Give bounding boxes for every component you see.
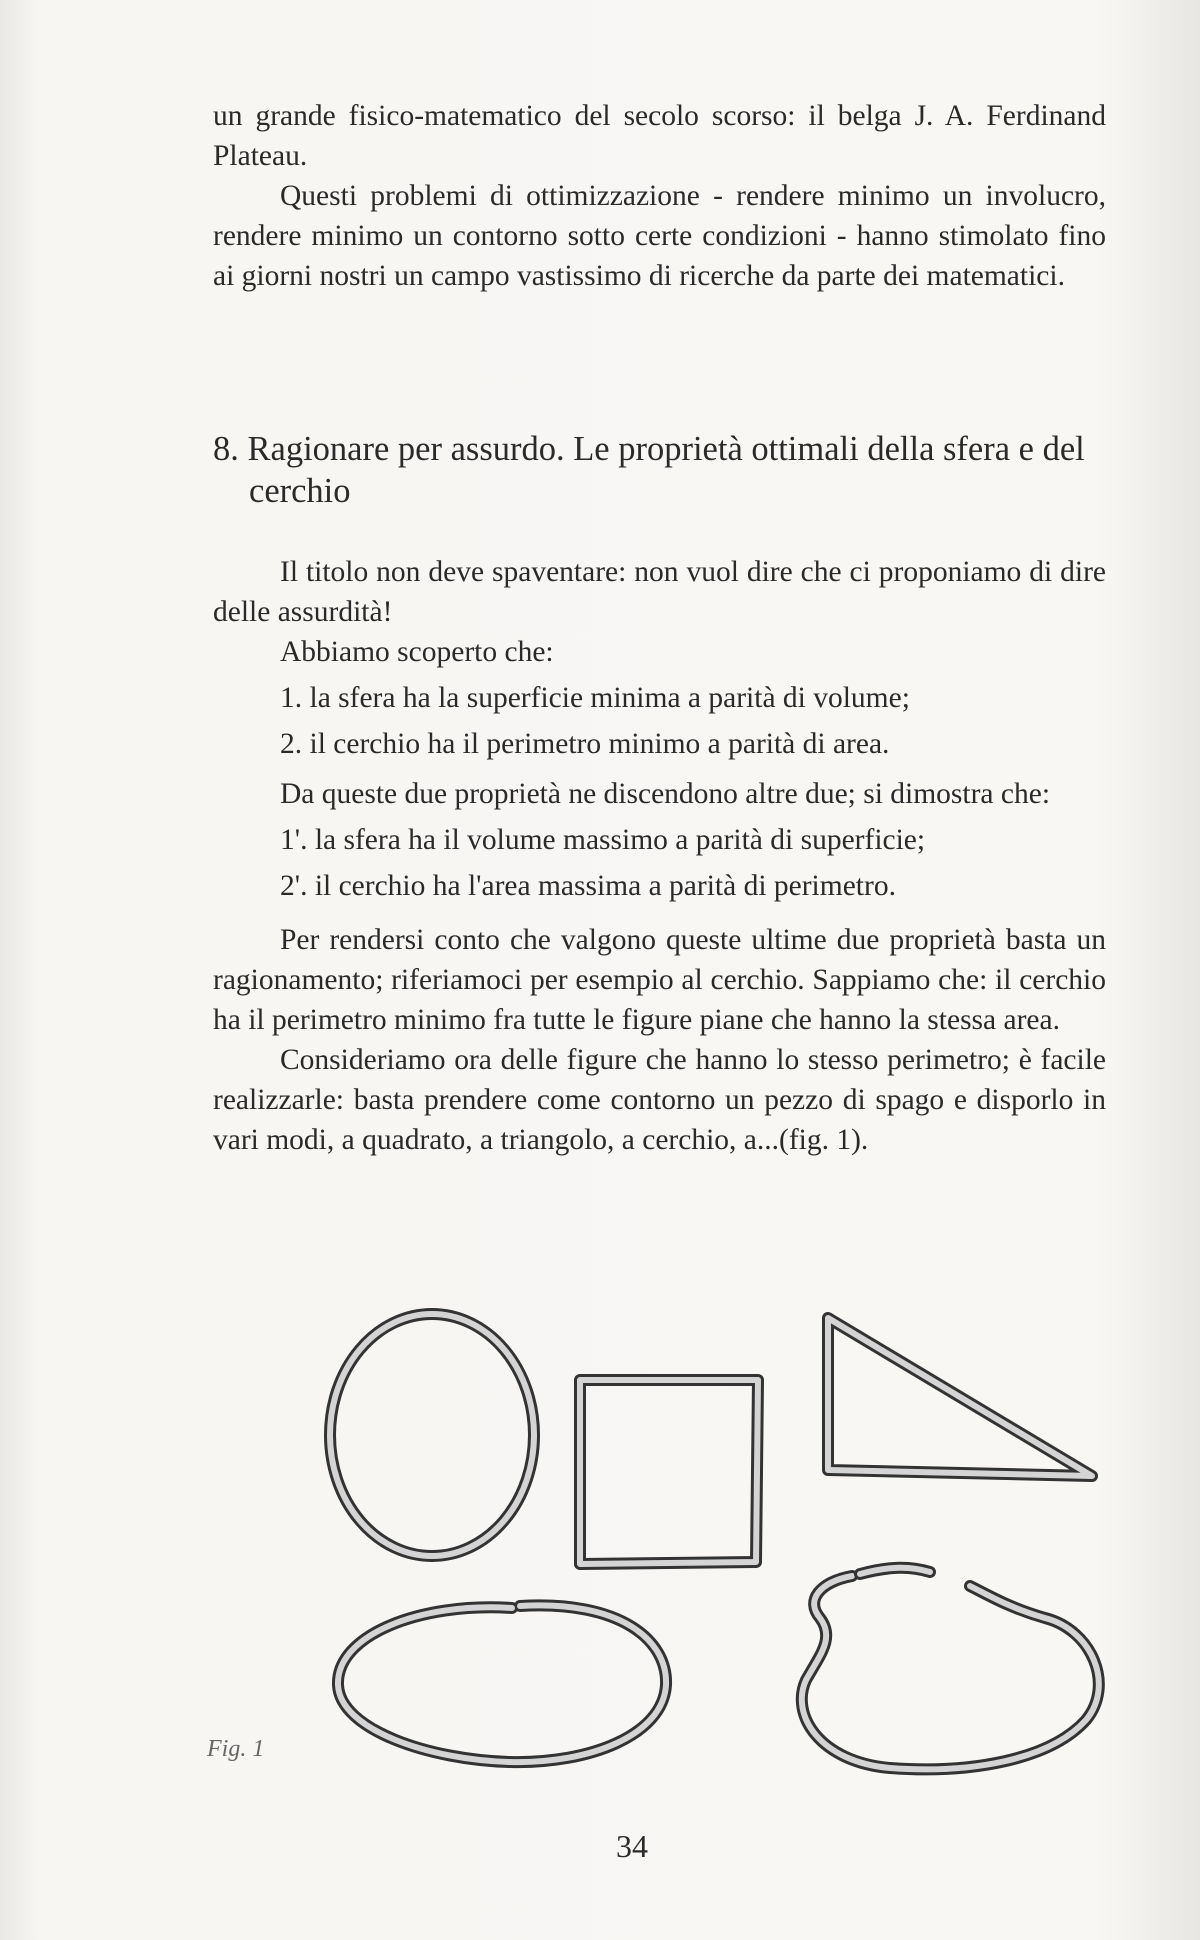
section-body xyxy=(213,552,1106,1160)
list-item-1: 1. la sfera ha la superficie minima a parità di volume; xyxy=(280,682,910,714)
list-item-2: 2. il cerchio ha il perimetro minimo a parità di area. xyxy=(280,728,890,760)
triangle-shape xyxy=(828,1318,1092,1476)
list-item-1-prime: 1'. la sfera ha il volume massimo a parità di superficie; xyxy=(280,824,926,856)
square-shape xyxy=(580,1380,758,1564)
body-paragraph-2: Abbiamo scoperto che: xyxy=(280,636,554,668)
intro-paragraph-1: un grande fisico-matematico del secolo scorso: il belga J. A. Ferdinand Plateau. xyxy=(213,100,1106,172)
list-item-2-prime: 2'. il cerchio ha l'area massima a parità di perimetro. xyxy=(280,870,896,902)
ellipse-shape xyxy=(338,1605,666,1762)
body-paragraph-1: Il titolo non deve spaventare: non vuol dire che ci proponiamo di dire delle assurdità! xyxy=(213,556,1106,628)
circle-shape xyxy=(330,1314,534,1556)
irregular-shape xyxy=(802,1568,1099,1770)
section-title: 8. Ragionare per assurdo. Le proprietà ottimali della sfera e del cerchio xyxy=(213,430,1085,510)
figure-label: Fig. 1 xyxy=(207,1736,265,1762)
body-paragraph-4: Per rendersi conto che valgono queste ultime due proprietà basta un ragionamento; riferiamoci per esempio al cerchio. Sappiamo che: il cerchio ha il perimetro minimo fra tutte le figure piane che hanno la stessa area. xyxy=(213,924,1106,1036)
figure-string-shapes xyxy=(300,1300,1120,1800)
intro-paragraph-2: Questi problemi di ottimizzazione - rendere minimo un involucro, rendere minimo un contorno sotto certe condizioni - hanno stimolato fino ai giorni nostri un campo vastissimo di ricerche da parte dei matematici. xyxy=(213,180,1106,292)
body-paragraph-5: Consideriamo ora delle figure che hanno lo stesso perimetro; è facile realizzarle: basta prendere come contorno un pezzo di spago e disporlo in vari modi, a quadrato, a triangolo, a cerchio, a...(fig. 1). xyxy=(213,1044,1106,1156)
body-paragraph-3: Da queste due proprietà ne discendono altre due; si dimostra che: xyxy=(280,778,1051,810)
page-number: 34 xyxy=(616,1828,648,1864)
intro-text xyxy=(213,96,1106,296)
